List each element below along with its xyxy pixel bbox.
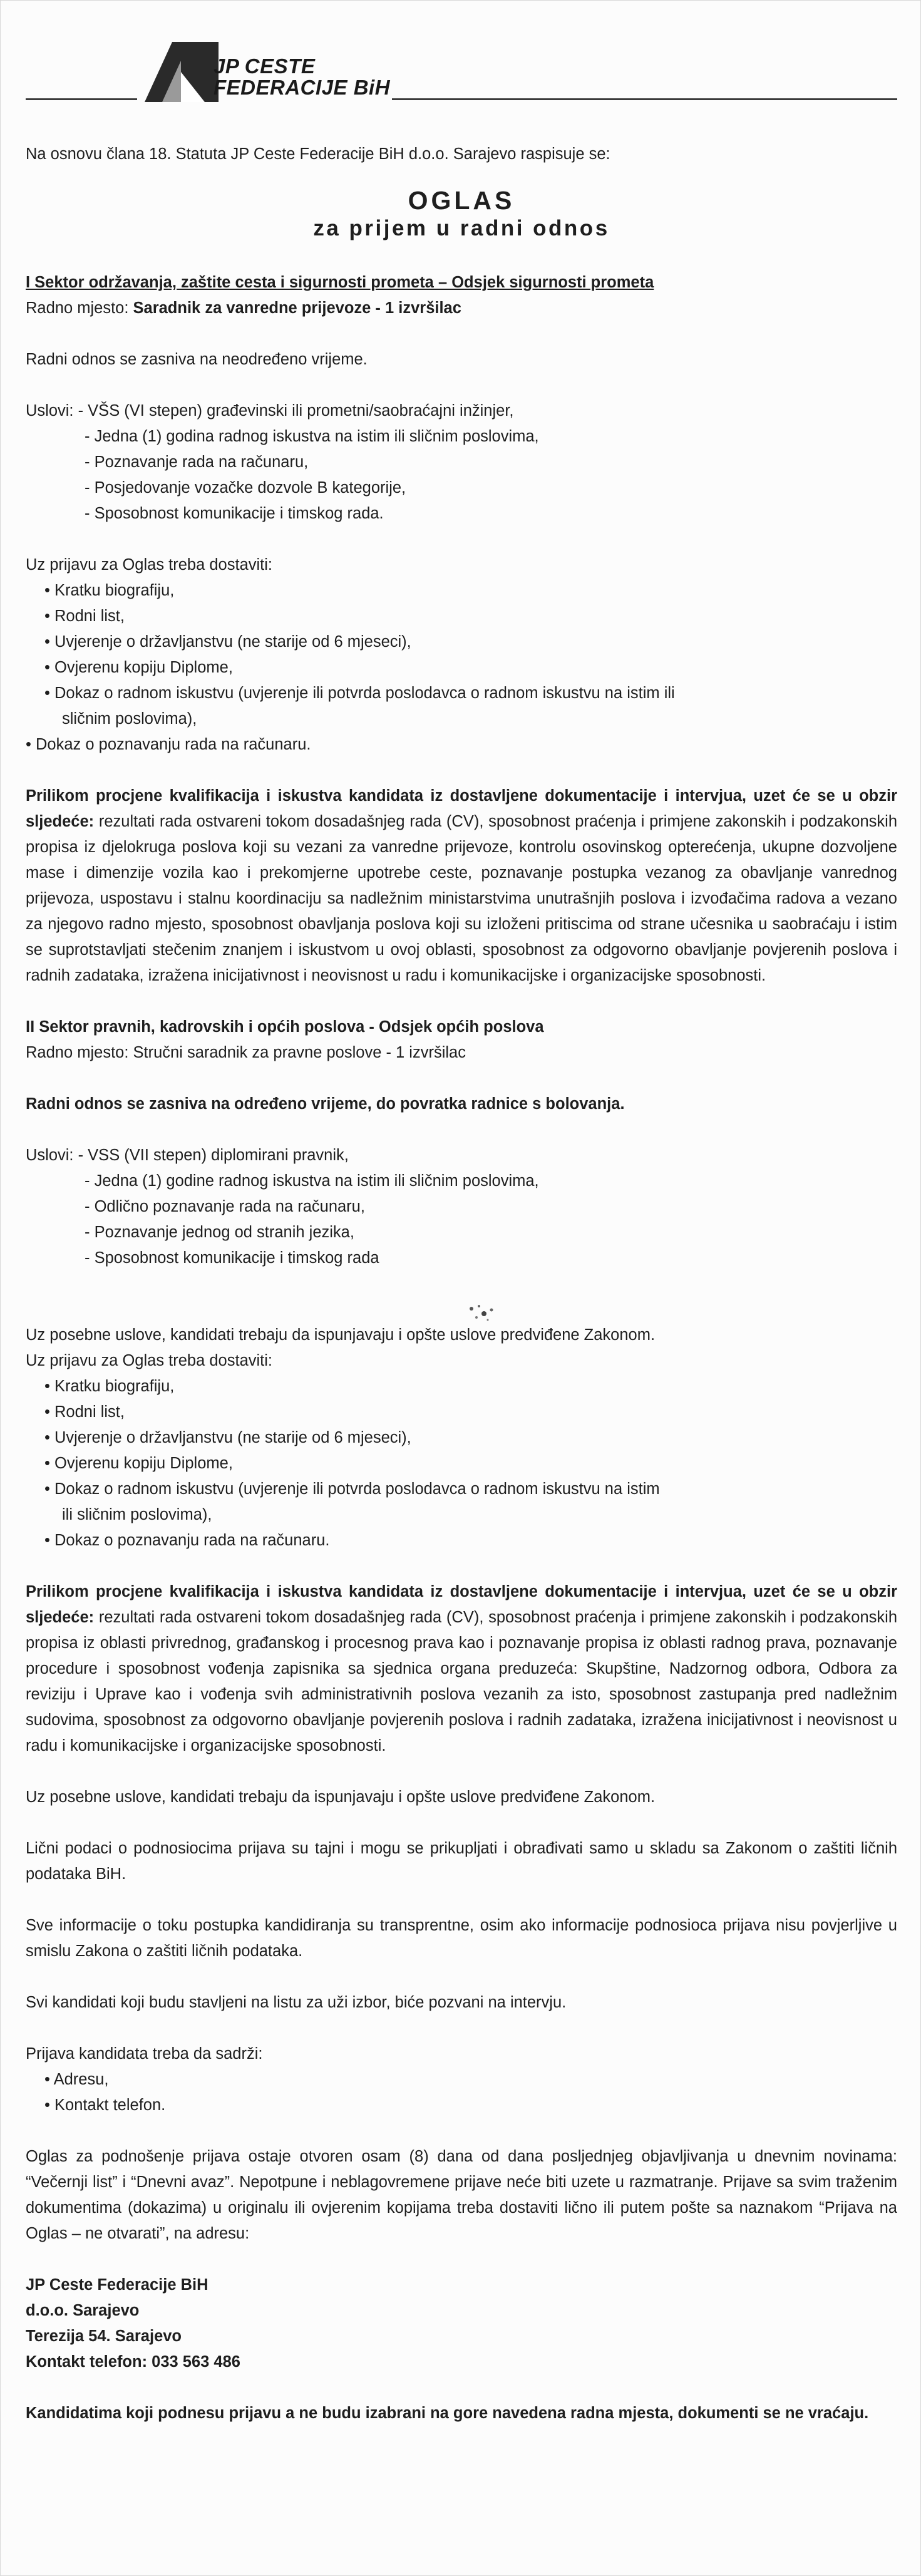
application-content-item: • Kontakt telefon. xyxy=(26,2093,897,2118)
sector1-heading: I Sektor održavanja, zaštite cesta i sigurnosti prometa – Odsjek sigurnosti prometa xyxy=(26,274,654,291)
sector2-employment: Radni odnos se zasniva na određeno vrijeme, do povratka radnice s bolovanja. xyxy=(26,1095,625,1113)
sector2-conditions-first: Uslovi: - VSS (VII stepen) diplomirani pravnik, xyxy=(26,1146,349,1164)
sector2-assessment-lead: Prilikom procjene kvalifikacija i iskustva kandidata iz dostavljene dokumentacije i intervjua, uzet će se u obzir sljedeće: xyxy=(26,1583,897,1626)
sector1-assessment-lead: Prilikom procjene kvalifikacija i iskustva kandidata iz dostavljene dokumentacije i intervjua, uzet će se u obzir sljedeće: xyxy=(26,787,897,830)
sector2-special-conditions: Uz posebne uslove, kandidati trebaju da ispunjavaju i opšte uslove predviđene Zakonom. xyxy=(26,1326,656,1344)
address-line2: d.o.o. Sarajevo xyxy=(26,2302,140,2319)
sector2-special-conditions-repeat: Uz posebne uslove, kandidati trebaju da ispunjavaju i opšte uslove predviđene Zakonom. xyxy=(26,1788,656,1806)
sector1-document: • Dokaz o radnom iskustvu (uvjerenje ili potvrda poslodavca o radnom iskustvu na istim ili xyxy=(26,681,897,706)
sector2-document: • Kratku biografiju, xyxy=(26,1374,897,1399)
advertisement-body xyxy=(26,142,897,2426)
sector2-document: • Dokaz o radnom iskustvu (uvjerenje ili potvrda poslodavca o radnom iskustvu na istim xyxy=(26,1476,897,1502)
application-content-item: • Adresu, xyxy=(26,2067,897,2093)
sector2-assessment-text: rezultati rada ostvareni tokom dosadašnjeg rada (CV), sposobnost praćenja i primjene zakonskih i podzakonskih propisa iz oblasti privrednog, građanskog i procesnog prava kao i poznavanje propisa iz oblasti radnog prava, poznavanje procedure i sposobnost vođenja zapisnika sa sjednica organa preduzeća: Skupštine, Nadzornog odbora, Odbora za reviziju i Uprave kao i vođenja svih administrativnih poslova vezanih za isto, sposobnost zastupanja pred nadležnim sudovima, sposobnost za odgovorno obavljanje povjerenih poslova i radnih zadataka, izražena inicijativnost i neovisnost u radu i komunikacijske i organizacijske sposobnosti. xyxy=(26,1609,897,1754)
application-contents-intro: Prijava kandidata treba da sadrži: xyxy=(26,2045,263,2063)
company-logo-icon xyxy=(145,42,219,102)
sector1-assessment-text: rezultati rada ostvareni tokom dosadašnjeg rada (CV), sposobnost praćenja i primjene zakonskih i podzakonskih propisa iz djelokruga poslova koji su vezani za vanredne prijevoze, kontrolu osovinskog opterećenja, ukupne dozvoljene mase i dimenzije vozila kao i prekomjerne upotrebe ceste, poznavanje postupka vezanog za obavljanje vanrednog prijevoza, uspostavu i stalnu koordinaciju sa nadležnim ministarstvima unutrašnjih poslova i izvođačima radova a vezano za njegovo radno mjesto, sposobnost obavljanja poslova koji su izloženi pritiscima od strane učesnika u saobraćaju i istim se suprotstavljati stečenim znanjem i iskustvom u ovoj oblasti, sposobnost za odgovorno obavljanje povjerenih poslova i radnih zadataka, izražena inicijativnost i neovisnost u radu i komunikacijske i organizacijske sposobnosti. xyxy=(26,813,897,984)
sector2-document: • Rodni list, xyxy=(26,1399,897,1425)
sector1-conditions-first: Uslovi: - VŠS (VI stepen) građevinski ili prometni/saobraćajni inžinjer, xyxy=(26,402,514,420)
sector1-document: • Uvjerenje o državljanstvu (ne starije od 6 mjeseci), xyxy=(26,629,897,655)
sector1-position xyxy=(26,296,897,321)
sector1-documents-intro: Uz prijavu za Oglas treba dostaviti: xyxy=(26,556,273,574)
sector2-document-continuation: ili sličnim poslovima), xyxy=(62,1506,212,1523)
sector1-condition: - Jedna (1) godina radnog iskustva na istim ili sličnim poslovima, xyxy=(26,424,897,450)
sector1-employment: Radni odnos se zasniva na neodređeno vrijeme. xyxy=(26,351,368,368)
logo-line2: FEDERACIJE BiH xyxy=(214,76,391,99)
logo-line1: JP CESTE xyxy=(214,54,316,78)
closing-notice: Kandidatima koji podnesu prijavu a ne budu izabrani na gore navedena radna mjesta, dokumenti se ne vraćaju. xyxy=(26,2404,869,2422)
sector2-condition: - Sposobnost komunikacije i timskog rada xyxy=(26,1245,897,1271)
header xyxy=(26,38,897,107)
sector1-document: • Kratku biografiju, xyxy=(26,578,897,604)
sector2-assessment xyxy=(26,1579,897,1759)
sector2-heading: II Sektor pravnih, kadrovskih i općih poslova - Odsjek općih poslova xyxy=(26,1018,544,1036)
sector1-position-title: Saradnik za vanredne prijevoze - 1 izvršilac xyxy=(133,299,461,317)
sector2-document-last: • Dokaz o poznavanju rada na računaru. xyxy=(26,1528,897,1553)
header-rule-right xyxy=(392,98,897,100)
sector1-assessment xyxy=(26,783,897,989)
sector2-document: • Uvjerenje o državljanstvu (ne starije od 6 mjeseci), xyxy=(26,1425,897,1451)
transparency-notice: Sve informacije o toku postupka kandidiranja su transprentne, osim ako informacije podnosioca prijava nisu povjerljive u smislu Zakona o zaštiti ličnih podataka. xyxy=(26,1917,897,1960)
sector1-condition: - Poznavanje rada na računaru, xyxy=(26,450,897,475)
sector1-condition: - Posjedovanje vozačke dozvole B kategorije, xyxy=(26,475,897,501)
privacy-notice: Lični podaci o podnosiocima prijava su tajni i mogu se prikupljati i obrađivati samo u skladu sa Zakonom o zaštiti ličnih podataka BiH. xyxy=(26,1840,897,1883)
contact-phone: Kontakt telefon: 033 563 486 xyxy=(26,2353,240,2371)
sector2-condition: - Odlično poznavanje rada na računaru, xyxy=(26,1194,897,1220)
sector1-position-label: Radno mjesto: xyxy=(26,299,133,317)
address-block xyxy=(26,2272,897,2375)
deadline-notice: Oglas za podnošenje prijava ostaje otvoren osam (8) dana od dana posljednjeg objavljivanja u dnevnim novinama: “Večernji list” i “Dnevni avaz”. Nepotpune i neblagovremene prijave neće biti uzete u razmatranje. Prijave sa svim traženim dokumentima (dokazima) u originalu ili ovjerenim kopijama treba dostaviti lično ili putem pošte sa naznakom “Prijava na Oglas – ne otvarati”, na adresu: xyxy=(26,2148,897,2242)
sector2-document: • Ovjerenu kopiju Diplome, xyxy=(26,1451,897,1476)
sector2-documents-intro: Uz prijavu za Oglas treba dostaviti: xyxy=(26,1352,273,1369)
address-line3: Terezija 54. Sarajevo xyxy=(26,2327,182,2345)
sector1-document-last: • Dokaz o poznavanju rada na računaru. xyxy=(26,732,897,758)
sector2-condition: - Poznavanje jednog od stranih jezika, xyxy=(26,1220,897,1245)
sector1-document: • Ovjerenu kopiju Diplome, xyxy=(26,655,897,681)
sector1-document-continuation: sličnim poslovima), xyxy=(62,710,197,728)
page-title: OGLAS xyxy=(408,186,515,215)
sector2-condition: - Jedna (1) godine radnog iskustva na istim ili sličnim poslovima, xyxy=(26,1168,897,1194)
sector1-document: • Rodni list, xyxy=(26,604,897,629)
intro-text: Na osnovu člana 18. Statuta JP Ceste Federacije BiH d.o.o. Sarajevo raspisuje se: xyxy=(26,145,610,163)
company-logo-text xyxy=(214,56,390,98)
interview-notice: Svi kandidati koji budu stavljeni na listu za uži izbor, biće pozvani na intervju. xyxy=(26,1994,567,2011)
header-rule-left xyxy=(26,98,137,100)
sector1-condition: - Sposobnost komunikacije i timskog rada. xyxy=(26,501,897,527)
address-line1: JP Ceste Federacije BiH xyxy=(26,2276,208,2294)
sector2-position: Radno mjesto: Stručni saradnik za pravne poslove - 1 izvršilac xyxy=(26,1044,466,1061)
page-subtitle: za prijem u radni odnos xyxy=(313,216,610,240)
